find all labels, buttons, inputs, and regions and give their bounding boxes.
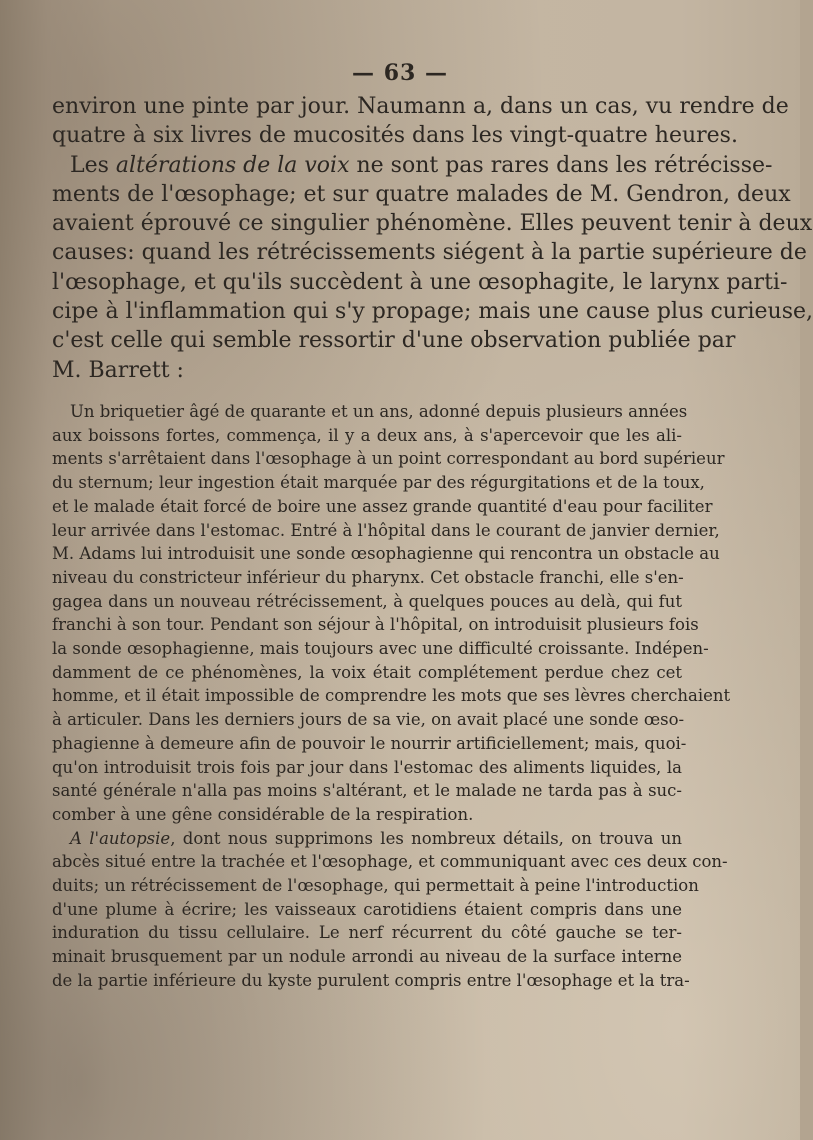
text-line: comber à une gêne considérable de la respiration. [52, 804, 474, 824]
main-paragraph [52, 92, 813, 385]
text-line: aux boissons fortes, commença, il y a deux ans, à s'apercevoir que les ali- [52, 425, 682, 445]
text-line: avaient éprouvé ce singulier phénomène. Elles peuvent tenir à deux [52, 211, 813, 237]
text-line: gagea dans un nouveau rétrécissement, à quelques pouces au delà, qui fut [52, 591, 682, 611]
text-line: environ une pinte par jour. Naumann a, dans un cas, vu rendre de [52, 94, 789, 119]
text-line: qu'on introduisit trois fois par jour dans l'estomac des aliments liquides, la [52, 757, 682, 777]
text-line: santé générale n'alla pas moins s'altérant, et le malade ne tarda pas à suc- [52, 781, 682, 801]
text-line: du sternum; leur ingestion était marquée par des régurgitations et de la toux, [52, 473, 705, 493]
text-line: et le malade était forcé de boire une assez grande quantité d'eau pour faciliter [52, 496, 713, 516]
text-line: niveau du constricteur inférieur du pharynx. Cet obstacle franchi, elle s'en- [52, 567, 684, 587]
text-line: homme, et il était impossible de comprendre les mots que ses lèvres cherchaient [52, 686, 731, 706]
text-span: Les [70, 152, 116, 178]
italic-phrase: altérations de la voix [115, 152, 350, 178]
text-line: ments s'arrêtaient dans l'œsophage à un point correspondant au bord supérieur [52, 449, 725, 469]
text-line: d'une plume à écrire; les vaisseaux carotidiens étaient compris dans une [52, 899, 682, 919]
text-line: induration du tissu cellulaire. Le nerf récurrent du côté gauche se ter- [52, 923, 682, 943]
text-line: c'est celle qui semble ressortir d'une observation publiée par [52, 328, 736, 354]
text-line: la sonde œsophagienne, mais toujours avec une difficulté croissante. Indépen- [52, 639, 709, 659]
text-line: ments de l'œsophage; et sur quatre malades de M. Gendron, deux [52, 181, 791, 207]
text-line: M. Adams lui introduisit une sonde œsophagienne qui rencontra un obstacle au [52, 544, 720, 564]
text-line: phagienne à demeure afin de pouvoir le nourrir artificiellement; mais, quoi- [52, 733, 687, 753]
text-line: à articuler. Dans les derniers jours de sa vie, on avait placé une sonde œso- [52, 710, 685, 730]
text-line: leur arrivée dans l'estomac. Entré à l'hôpital dans le courant de janvier dernier, [52, 520, 720, 540]
text-line: abcès situé entre la trachée et l'œsophage, et communiquant avec ces deux con- [52, 852, 728, 872]
page-number: — 63 — [352, 60, 448, 86]
text-line [52, 827, 682, 851]
text-line: de la partie inférieure du kyste purulent compris entre l'œsophage et la tra- [52, 970, 690, 990]
text-line: franchi à son tour. Pendant son séjour à l'hôpital, on introduisit plusieurs fois [52, 615, 699, 635]
italic-phrase: A l'autopsie [70, 828, 171, 848]
text-line: Un briquetier âgé de quarante et un ans, adonné depuis plusieurs années [70, 402, 688, 421]
text-line: duits; un rétrécissement de l'œsophage, qui permettait à peine l'introduction [52, 876, 699, 896]
text-line [52, 151, 773, 180]
text-line: M. Barrett : [52, 357, 184, 383]
text-span: , dont nous supprimons les nombreux détails, on trouva un [170, 828, 683, 848]
observation-quote [52, 400, 731, 993]
text-span: ne sont pas rares dans les rétrécisse- [356, 152, 773, 178]
text-line: causes: quand les rétrécissements siégent à la partie supérieure de [52, 240, 807, 266]
text-line: minait brusquement par un nodule arrondi au niveau de la surface interne [52, 947, 682, 967]
text-line: quatre à six livres de mucosités dans les vingt-quatre heures. [52, 123, 738, 149]
text-line: damment de ce phénomènes, la voix était complétement perdue chez cet [52, 662, 682, 682]
text-line: l'œsophage, et qu'ils succèdent à une œsophagite, le larynx parti- [52, 269, 788, 295]
text-line: cipe à l'inflammation qui s'y propage; mais une cause plus curieuse, [52, 299, 813, 325]
